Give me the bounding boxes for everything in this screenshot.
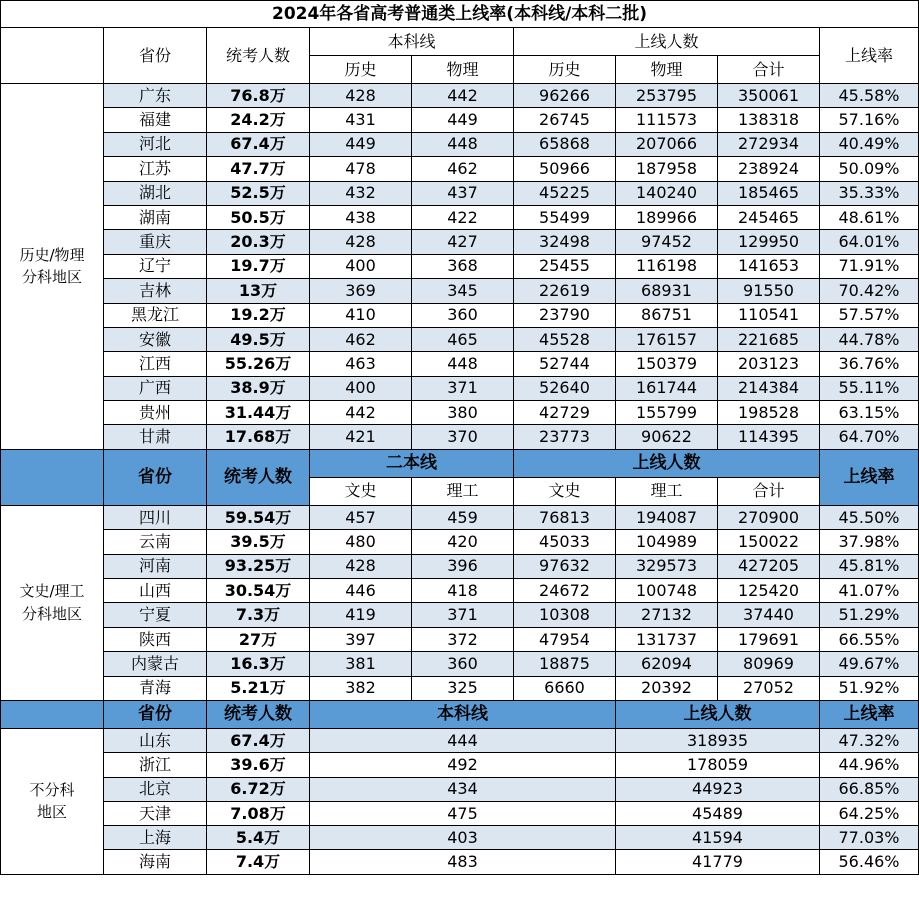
admitted-count-cell: 41594 <box>616 826 820 850</box>
table-row <box>1 676 919 700</box>
score-line-cell: 434 <box>310 777 616 801</box>
total-cell: 110541 <box>718 303 820 327</box>
line-b-cell: 448 <box>412 352 514 376</box>
total-cell: 80969 <box>718 652 820 676</box>
table-row <box>1 505 919 529</box>
line-a-cell: 462 <box>310 327 412 351</box>
table-row <box>1 181 919 205</box>
rate-cell: 45.50% <box>820 505 919 529</box>
line-b-cell: 465 <box>412 327 514 351</box>
count-b-cell: 194087 <box>616 505 718 529</box>
count-a-cell: 24672 <box>514 579 616 603</box>
count-a-subheader: 文史 <box>514 477 616 505</box>
examinees-header: 统考人数 <box>207 28 310 84</box>
table-row <box>1 376 919 400</box>
line-a-cell: 381 <box>310 652 412 676</box>
examinees-cell: 13万 <box>207 279 310 303</box>
line-b-cell: 427 <box>412 230 514 254</box>
rate-cell: 64.70% <box>820 425 919 449</box>
count-b-cell: 104989 <box>616 530 718 554</box>
count-a-cell: 96266 <box>514 84 616 108</box>
count-b-cell: 176157 <box>616 327 718 351</box>
rate-cell: 64.25% <box>820 801 919 825</box>
total-cell: 114395 <box>718 425 820 449</box>
examinees-cell: 39.6万 <box>207 753 310 777</box>
count-a-cell: 65868 <box>514 132 616 156</box>
rate-cell: 71.91% <box>820 254 919 278</box>
table-row <box>1 401 919 425</box>
total-cell: 198528 <box>718 401 820 425</box>
province-cell: 内蒙古 <box>104 652 207 676</box>
category-header-blank <box>1 700 104 728</box>
line-a-cell: 419 <box>310 603 412 627</box>
line-a-cell: 438 <box>310 205 412 229</box>
rate-cell: 40.49% <box>820 132 919 156</box>
total-cell: 125420 <box>718 579 820 603</box>
line-b-cell: 380 <box>412 401 514 425</box>
examinees-cell: 7.4万 <box>207 850 310 874</box>
score-line-cell: 403 <box>310 826 616 850</box>
count-a-cell: 26745 <box>514 108 616 132</box>
examinees-cell: 19.2万 <box>207 303 310 327</box>
table-row <box>1 254 919 278</box>
line-a-cell: 421 <box>310 425 412 449</box>
examinees-header: 统考人数 <box>207 449 310 505</box>
rate-cell: 50.09% <box>820 157 919 181</box>
province-cell: 山东 <box>104 728 207 752</box>
total-cell: 141653 <box>718 254 820 278</box>
province-cell: 河北 <box>104 132 207 156</box>
table-row <box>1 579 919 603</box>
count-b-cell: 207066 <box>616 132 718 156</box>
rate-cell: 44.78% <box>820 327 919 351</box>
examinees-cell: 27万 <box>207 627 310 651</box>
line-a-cell: 382 <box>310 676 412 700</box>
line-a-cell: 428 <box>310 230 412 254</box>
province-cell: 陕西 <box>104 627 207 651</box>
province-cell: 黑龙江 <box>104 303 207 327</box>
rate-cell: 36.76% <box>820 352 919 376</box>
count-a-cell: 45225 <box>514 181 616 205</box>
province-cell: 广西 <box>104 376 207 400</box>
score-line-cell: 475 <box>310 801 616 825</box>
rate-cell: 64.01% <box>820 230 919 254</box>
examinees-cell: 76.8万 <box>207 84 310 108</box>
admitted-count-cell: 44923 <box>616 777 820 801</box>
count-b-subheader: 物理 <box>616 56 718 84</box>
province-cell: 宁夏 <box>104 603 207 627</box>
count-b-cell: 253795 <box>616 84 718 108</box>
admitted-count-cell: 178059 <box>616 753 820 777</box>
table-row <box>1 279 919 303</box>
count-a-cell: 42729 <box>514 401 616 425</box>
line-a-cell: 369 <box>310 279 412 303</box>
region-category-label: 文史/理工 分科地区 <box>1 505 104 700</box>
examinees-cell: 7.08万 <box>207 801 310 825</box>
province-cell: 广东 <box>104 84 207 108</box>
table-row <box>1 530 919 554</box>
province-cell: 吉林 <box>104 279 207 303</box>
admitted-count-header: 上线人数 <box>514 449 820 477</box>
count-b-cell: 140240 <box>616 181 718 205</box>
count-b-cell: 62094 <box>616 652 718 676</box>
table-row <box>1 850 919 874</box>
examinees-cell: 93.25万 <box>207 554 310 578</box>
province-cell: 上海 <box>104 826 207 850</box>
line-a-subheader: 文史 <box>310 477 412 505</box>
line-a-cell: 442 <box>310 401 412 425</box>
admitted-count-cell: 41779 <box>616 850 820 874</box>
line-b-cell: 420 <box>412 530 514 554</box>
rate-cell: 51.29% <box>820 603 919 627</box>
examinees-cell: 17.68万 <box>207 425 310 449</box>
province-header: 省份 <box>104 700 207 728</box>
line-a-cell: 449 <box>310 132 412 156</box>
line-a-cell: 400 <box>310 254 412 278</box>
line-b-cell: 437 <box>412 181 514 205</box>
score-line-cell: 444 <box>310 728 616 752</box>
rate-cell: 55.11% <box>820 376 919 400</box>
table-row <box>1 303 919 327</box>
province-header: 省份 <box>104 28 207 84</box>
count-a-cell: 52744 <box>514 352 616 376</box>
line-b-cell: 462 <box>412 157 514 181</box>
count-b-cell: 86751 <box>616 303 718 327</box>
table-row <box>1 84 919 108</box>
rate-cell: 63.15% <box>820 401 919 425</box>
count-b-cell: 161744 <box>616 376 718 400</box>
count-b-cell: 20392 <box>616 676 718 700</box>
count-b-cell: 189966 <box>616 205 718 229</box>
count-a-cell: 45033 <box>514 530 616 554</box>
line-b-cell: 360 <box>412 303 514 327</box>
examinees-cell: 47.7万 <box>207 157 310 181</box>
table-row <box>1 132 919 156</box>
total-cell: 150022 <box>718 530 820 554</box>
line-a-cell: 478 <box>310 157 412 181</box>
count-b-cell: 97452 <box>616 230 718 254</box>
count-a-cell: 32498 <box>514 230 616 254</box>
province-cell: 海南 <box>104 850 207 874</box>
rate-header: 上线率 <box>820 449 919 505</box>
table-row <box>1 826 919 850</box>
score-line-header: 二本线 <box>310 449 514 477</box>
examinees-cell: 7.3万 <box>207 603 310 627</box>
count-a-cell: 52640 <box>514 376 616 400</box>
province-cell: 安徽 <box>104 327 207 351</box>
total-cell: 350061 <box>718 84 820 108</box>
rate-cell: 37.98% <box>820 530 919 554</box>
table-row <box>1 603 919 627</box>
line-a-cell: 428 <box>310 554 412 578</box>
line-a-cell: 432 <box>310 181 412 205</box>
province-cell: 山西 <box>104 579 207 603</box>
count-a-cell: 10308 <box>514 603 616 627</box>
province-cell: 湖北 <box>104 181 207 205</box>
examinees-cell: 38.9万 <box>207 376 310 400</box>
count-b-cell: 155799 <box>616 401 718 425</box>
rate-cell: 66.85% <box>820 777 919 801</box>
rate-cell: 56.46% <box>820 850 919 874</box>
rate-cell: 47.32% <box>820 728 919 752</box>
score-line-cell: 492 <box>310 753 616 777</box>
count-a-cell: 47954 <box>514 627 616 651</box>
table-row <box>1 230 919 254</box>
examinees-cell: 31.44万 <box>207 401 310 425</box>
examinees-cell: 67.4万 <box>207 132 310 156</box>
count-a-cell: 25455 <box>514 254 616 278</box>
count-a-cell: 97632 <box>514 554 616 578</box>
count-b-cell: 100748 <box>616 579 718 603</box>
rate-header: 上线率 <box>820 28 919 84</box>
table-row <box>1 327 919 351</box>
count-a-cell: 22619 <box>514 279 616 303</box>
rate-cell: 77.03% <box>820 826 919 850</box>
examinees-header: 统考人数 <box>207 700 310 728</box>
table-row <box>1 205 919 229</box>
line-a-cell: 480 <box>310 530 412 554</box>
province-header: 省份 <box>104 449 207 505</box>
total-cell: 91550 <box>718 279 820 303</box>
total-cell: 221685 <box>718 327 820 351</box>
examinees-cell: 30.54万 <box>207 579 310 603</box>
table-row <box>1 728 919 752</box>
count-a-cell: 45528 <box>514 327 616 351</box>
line-a-cell: 410 <box>310 303 412 327</box>
examinees-cell: 55.26万 <box>207 352 310 376</box>
table-title: 2024年各省高考普通类上线率(本科线/本科二批) <box>1 1 919 28</box>
province-cell: 江苏 <box>104 157 207 181</box>
line-a-subheader: 历史 <box>310 56 412 84</box>
total-cell: 27052 <box>718 676 820 700</box>
table-row <box>1 108 919 132</box>
examinees-cell: 19.7万 <box>207 254 310 278</box>
total-subheader: 合计 <box>718 56 820 84</box>
province-cell: 北京 <box>104 777 207 801</box>
count-b-cell: 90622 <box>616 425 718 449</box>
examinees-cell: 52.5万 <box>207 181 310 205</box>
count-a-cell: 6660 <box>514 676 616 700</box>
total-cell: 214384 <box>718 376 820 400</box>
rate-cell: 44.96% <box>820 753 919 777</box>
line-b-cell: 396 <box>412 554 514 578</box>
line-b-cell: 325 <box>412 676 514 700</box>
total-cell: 203123 <box>718 352 820 376</box>
total-cell: 138318 <box>718 108 820 132</box>
province-cell: 河南 <box>104 554 207 578</box>
score-line-header: 本科线 <box>310 700 616 728</box>
examinees-cell: 20.3万 <box>207 230 310 254</box>
line-b-cell: 371 <box>412 603 514 627</box>
category-header-blank <box>1 28 104 84</box>
count-a-subheader: 历史 <box>514 56 616 84</box>
total-subheader: 合计 <box>718 477 820 505</box>
section3-header-row <box>1 700 919 728</box>
table-row <box>1 157 919 181</box>
examinees-cell: 5.4万 <box>207 826 310 850</box>
table-row <box>1 425 919 449</box>
count-b-cell: 187958 <box>616 157 718 181</box>
section2-header-row <box>1 449 919 477</box>
region-category-label: 不分科 地区 <box>1 728 104 874</box>
province-cell: 湖南 <box>104 205 207 229</box>
line-b-cell: 345 <box>412 279 514 303</box>
count-b-subheader: 理工 <box>616 477 718 505</box>
rate-cell: 49.67% <box>820 652 919 676</box>
line-b-cell: 442 <box>412 84 514 108</box>
count-b-cell: 68931 <box>616 279 718 303</box>
line-b-cell: 368 <box>412 254 514 278</box>
rate-cell: 70.42% <box>820 279 919 303</box>
rate-cell: 51.92% <box>820 676 919 700</box>
examinees-cell: 5.21万 <box>207 676 310 700</box>
total-cell: 245465 <box>718 205 820 229</box>
count-a-cell: 23790 <box>514 303 616 327</box>
line-b-subheader: 理工 <box>412 477 514 505</box>
examinees-cell: 39.5万 <box>207 530 310 554</box>
line-a-cell: 457 <box>310 505 412 529</box>
count-b-cell: 150379 <box>616 352 718 376</box>
rate-cell: 48.61% <box>820 205 919 229</box>
line-b-cell: 418 <box>412 579 514 603</box>
table-row <box>1 753 919 777</box>
total-cell: 179691 <box>718 627 820 651</box>
count-b-cell: 27132 <box>616 603 718 627</box>
count-a-cell: 18875 <box>514 652 616 676</box>
province-cell: 辽宁 <box>104 254 207 278</box>
table-row <box>1 627 919 651</box>
category-header-blank <box>1 449 104 505</box>
line-a-cell: 446 <box>310 579 412 603</box>
line-b-cell: 422 <box>412 205 514 229</box>
line-b-cell: 360 <box>412 652 514 676</box>
table-row <box>1 777 919 801</box>
count-b-cell: 111573 <box>616 108 718 132</box>
table-row <box>1 352 919 376</box>
admitted-count-header: 上线人数 <box>616 700 820 728</box>
section1-header-row <box>1 28 919 56</box>
province-cell: 重庆 <box>104 230 207 254</box>
line-a-cell: 431 <box>310 108 412 132</box>
province-cell: 甘肃 <box>104 425 207 449</box>
total-cell: 37440 <box>718 603 820 627</box>
line-b-cell: 448 <box>412 132 514 156</box>
examinees-cell: 6.72万 <box>207 777 310 801</box>
line-a-cell: 463 <box>310 352 412 376</box>
line-a-cell: 428 <box>310 84 412 108</box>
examinees-cell: 24.2万 <box>207 108 310 132</box>
province-cell: 青海 <box>104 676 207 700</box>
count-b-cell: 329573 <box>616 554 718 578</box>
line-b-cell: 459 <box>412 505 514 529</box>
examinees-cell: 50.5万 <box>207 205 310 229</box>
line-a-cell: 400 <box>310 376 412 400</box>
line-b-subheader: 物理 <box>412 56 514 84</box>
line-b-cell: 370 <box>412 425 514 449</box>
province-cell: 天津 <box>104 801 207 825</box>
count-a-cell: 50966 <box>514 157 616 181</box>
count-b-cell: 116198 <box>616 254 718 278</box>
count-a-cell: 76813 <box>514 505 616 529</box>
table-row <box>1 801 919 825</box>
line-b-cell: 449 <box>412 108 514 132</box>
count-a-cell: 23773 <box>514 425 616 449</box>
total-cell: 238924 <box>718 157 820 181</box>
total-cell: 129950 <box>718 230 820 254</box>
province-cell: 福建 <box>104 108 207 132</box>
line-a-cell: 397 <box>310 627 412 651</box>
count-b-cell: 131737 <box>616 627 718 651</box>
rate-header: 上线率 <box>820 700 919 728</box>
line-b-cell: 371 <box>412 376 514 400</box>
province-cell: 贵州 <box>104 401 207 425</box>
total-cell: 270900 <box>718 505 820 529</box>
rate-cell: 35.33% <box>820 181 919 205</box>
rate-cell: 45.81% <box>820 554 919 578</box>
province-cell: 江西 <box>104 352 207 376</box>
province-cell: 四川 <box>104 505 207 529</box>
count-a-cell: 55499 <box>514 205 616 229</box>
province-cell: 云南 <box>104 530 207 554</box>
examinees-cell: 49.5万 <box>207 327 310 351</box>
total-cell: 427205 <box>718 554 820 578</box>
examinees-cell: 67.4万 <box>207 728 310 752</box>
total-cell: 185465 <box>718 181 820 205</box>
rate-cell: 57.16% <box>820 108 919 132</box>
province-cell: 浙江 <box>104 753 207 777</box>
table-row <box>1 554 919 578</box>
rate-cell: 66.55% <box>820 627 919 651</box>
score-line-header: 本科线 <box>310 28 514 56</box>
rate-cell: 45.58% <box>820 84 919 108</box>
admitted-count-cell: 318935 <box>616 728 820 752</box>
admitted-count-header: 上线人数 <box>514 28 820 56</box>
score-line-cell: 483 <box>310 850 616 874</box>
rate-cell: 57.57% <box>820 303 919 327</box>
examinees-cell: 59.54万 <box>207 505 310 529</box>
examinees-cell: 16.3万 <box>207 652 310 676</box>
rate-cell: 41.07% <box>820 579 919 603</box>
admitted-count-cell: 45489 <box>616 801 820 825</box>
table-row <box>1 652 919 676</box>
line-b-cell: 372 <box>412 627 514 651</box>
region-category-label: 历史/物理 分科地区 <box>1 84 104 450</box>
total-cell: 272934 <box>718 132 820 156</box>
